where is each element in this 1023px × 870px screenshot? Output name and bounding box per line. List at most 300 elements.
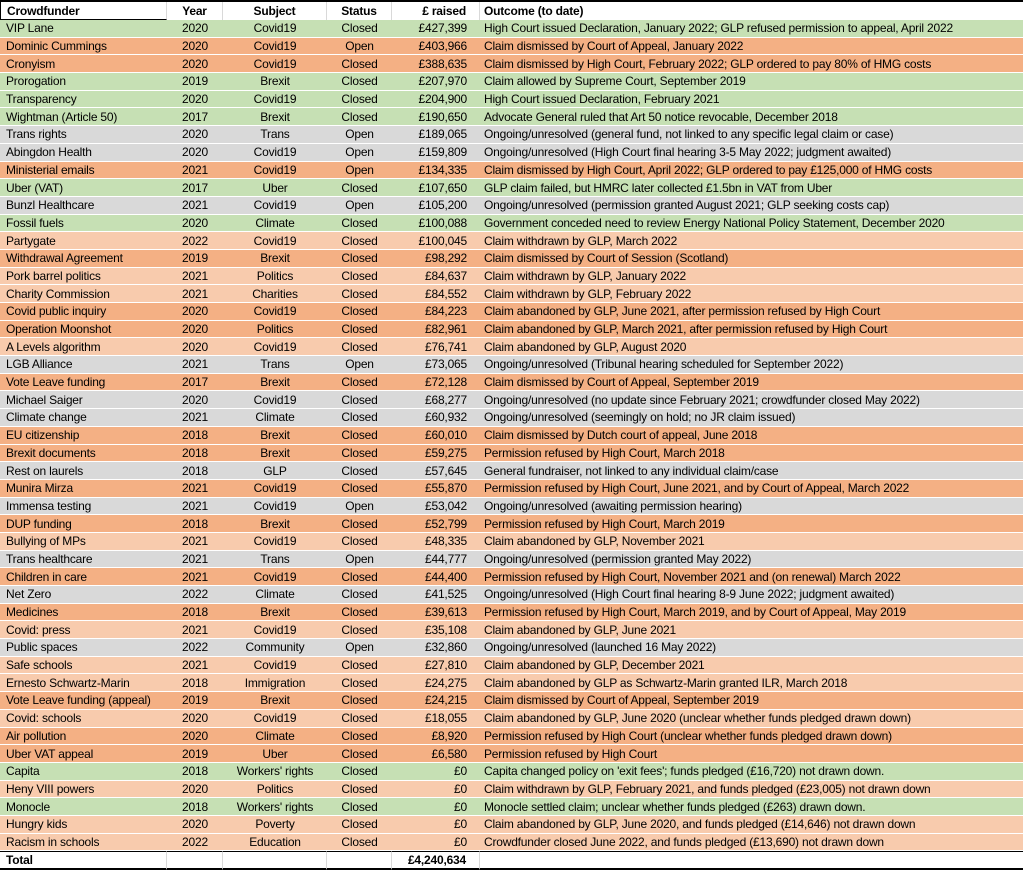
cell-status[interactable]: Closed [327, 215, 392, 233]
cell-status[interactable]: Open [327, 144, 392, 162]
column-header-outcome[interactable]: Outcome (to date) [480, 2, 1023, 20]
cell-raised[interactable]: £0 [392, 781, 480, 799]
cell-subject[interactable]: Community [223, 639, 327, 657]
cell-raised[interactable]: £57,645 [392, 462, 480, 480]
cell-status[interactable]: Closed [327, 374, 392, 392]
cell-crowdfunder[interactable]: Net Zero [0, 586, 167, 604]
total-label-cell[interactable]: Total [0, 851, 167, 870]
cell-subject[interactable]: Trans [223, 356, 327, 374]
cell-year[interactable]: 2021 [167, 657, 223, 675]
cell-crowdfunder[interactable]: Operation Moonshot [0, 321, 167, 339]
cell-crowdfunder[interactable]: Trans healthcare [0, 551, 167, 569]
cell-raised[interactable]: £159,809 [392, 144, 480, 162]
cell-year[interactable]: 2018 [167, 763, 223, 781]
cell-crowdfunder[interactable]: Munira Mirza [0, 480, 167, 498]
cell-outcome[interactable]: Claim dismissed by Dutch court of appeal, June 2018 [480, 427, 1023, 445]
cell-year[interactable]: 2021 [167, 551, 223, 569]
cell-raised[interactable]: £24,215 [392, 692, 480, 710]
cell-crowdfunder[interactable]: Brexit documents [0, 445, 167, 463]
cell-year[interactable]: 2020 [167, 710, 223, 728]
cell-raised[interactable]: £48,335 [392, 533, 480, 551]
cell-subject[interactable]: Covid19 [223, 480, 327, 498]
cell-raised[interactable]: £59,275 [392, 445, 480, 463]
table-row [0, 144, 1023, 162]
cell-year[interactable]: 2018 [167, 604, 223, 622]
cell-subject[interactable]: Climate [223, 215, 327, 233]
cell-crowdfunder[interactable]: VIP Lane [0, 20, 167, 38]
cell-crowdfunder[interactable]: Wightman (Article 50) [0, 108, 167, 126]
cell-year[interactable]: 2020 [167, 91, 223, 109]
cell-crowdfunder[interactable]: Capita [0, 763, 167, 781]
cell-subject[interactable]: Covid19 [223, 710, 327, 728]
cell-outcome[interactable]: General fundraiser, not linked to any individual claim/case [480, 462, 1023, 480]
cell-status[interactable]: Closed [327, 798, 392, 816]
cell-crowdfunder[interactable]: Transparency [0, 91, 167, 109]
cell-year[interactable]: 2021 [167, 621, 223, 639]
cell-crowdfunder[interactable]: Air pollution [0, 728, 167, 746]
cell-status[interactable]: Closed [327, 445, 392, 463]
cell-year[interactable]: 2021 [167, 197, 223, 215]
cell-year[interactable]: 2021 [167, 568, 223, 586]
cell-subject[interactable]: Immigration [223, 674, 327, 692]
cell-crowdfunder[interactable]: Racism in schools [0, 834, 167, 852]
cell-year[interactable]: 2017 [167, 179, 223, 197]
cell-outcome[interactable]: Claim withdrawn by GLP, February 2021, and funds pledged (£23,005) not drawn down [480, 781, 1023, 799]
cell-outcome[interactable]: Claim withdrawn by GLP, March 2022 [480, 232, 1023, 250]
cell-outcome[interactable]: Advocate General ruled that Art 50 notice revocable, December 2018 [480, 108, 1023, 126]
cell-subject[interactable]: Brexit [223, 250, 327, 268]
cell-year[interactable]: 2020 [167, 55, 223, 73]
cell-outcome[interactable]: Permission refused by High Court, March 2019 [480, 515, 1023, 533]
cell-subject[interactable]: Charities [223, 285, 327, 303]
cell-raised[interactable]: £388,635 [392, 55, 480, 73]
cell-subject[interactable]: Covid19 [223, 38, 327, 56]
cell-outcome[interactable]: Claim dismissed by Court of Session (Scotland) [480, 250, 1023, 268]
cell-raised[interactable]: £0 [392, 763, 480, 781]
cell-subject[interactable]: Climate [223, 586, 327, 604]
cell-subject[interactable]: Covid19 [223, 391, 327, 409]
cell-raised[interactable]: £18,055 [392, 710, 480, 728]
cell-raised[interactable]: £60,932 [392, 409, 480, 427]
cell-crowdfunder[interactable]: Public spaces [0, 639, 167, 657]
cell-outcome[interactable]: Claim abandoned by GLP, June 2020, and funds pledged (£14,646) not drawn down [480, 816, 1023, 834]
cell-outcome[interactable]: Ongoing/unresolved (High Court final hearing 8-9 June 2022; judgment awaited) [480, 586, 1023, 604]
cell-crowdfunder[interactable]: Medicines [0, 604, 167, 622]
cell-crowdfunder[interactable]: EU citizenship [0, 427, 167, 445]
total-subject-cell[interactable] [223, 851, 327, 870]
cell-subject[interactable]: Uber [223, 745, 327, 763]
cell-subject[interactable]: Politics [223, 321, 327, 339]
cell-subject[interactable]: Covid19 [223, 20, 327, 38]
cell-subject[interactable]: Politics [223, 781, 327, 799]
cell-year[interactable]: 2018 [167, 674, 223, 692]
cell-subject[interactable]: Covid19 [223, 498, 327, 516]
cell-subject[interactable]: Covid19 [223, 533, 327, 551]
cell-raised[interactable]: £68,277 [392, 391, 480, 409]
cell-outcome[interactable]: Ongoing/unresolved (seemingly on hold; no JR claim issued) [480, 409, 1023, 427]
cell-subject[interactable]: Covid19 [223, 55, 327, 73]
cell-raised[interactable]: £24,275 [392, 674, 480, 692]
cell-raised[interactable]: £189,065 [392, 126, 480, 144]
cell-subject[interactable]: Covid19 [223, 621, 327, 639]
cell-outcome[interactable]: Government conceded need to review Energy National Policy Statement, December 2020 [480, 215, 1023, 233]
cell-status[interactable]: Closed [327, 728, 392, 746]
cell-status[interactable]: Closed [327, 462, 392, 480]
cell-crowdfunder[interactable]: Michael Saiger [0, 391, 167, 409]
cell-status[interactable]: Closed [327, 533, 392, 551]
cell-raised[interactable]: £44,400 [392, 568, 480, 586]
cell-outcome[interactable]: Permission refused by High Court, June 2021, and by Court of Appeal, March 2022 [480, 480, 1023, 498]
cell-crowdfunder[interactable]: Vote Leave funding [0, 374, 167, 392]
cell-status[interactable]: Closed [327, 480, 392, 498]
cell-status[interactable]: Closed [327, 745, 392, 763]
cell-subject[interactable]: Covid19 [223, 568, 327, 586]
cell-crowdfunder[interactable]: Vote Leave funding (appeal) [0, 692, 167, 710]
column-header-crowdfunder[interactable]: Crowdfunder [0, 2, 167, 20]
cell-subject[interactable]: Covid19 [223, 91, 327, 109]
cell-outcome[interactable]: Ongoing/unresolved (general fund, not linked to any specific legal claim or case) [480, 126, 1023, 144]
cell-year[interactable]: 2020 [167, 38, 223, 56]
cell-raised[interactable]: £39,613 [392, 604, 480, 622]
cell-year[interactable]: 2020 [167, 338, 223, 356]
cell-status[interactable]: Open [327, 197, 392, 215]
cell-year[interactable]: 2018 [167, 445, 223, 463]
cell-crowdfunder[interactable]: Climate change [0, 409, 167, 427]
cell-year[interactable]: 2018 [167, 462, 223, 480]
cell-subject[interactable]: Workers' rights [223, 763, 327, 781]
cell-raised[interactable]: £204,900 [392, 91, 480, 109]
cell-year[interactable]: 2022 [167, 639, 223, 657]
cell-outcome[interactable]: Claim abandoned by GLP, August 2020 [480, 338, 1023, 356]
cell-crowdfunder[interactable]: Uber VAT appeal [0, 745, 167, 763]
cell-outcome[interactable]: Claim withdrawn by GLP, January 2022 [480, 268, 1023, 286]
cell-outcome[interactable]: Permission refused by High Court, March 2019, and by Court of Appeal, May 2019 [480, 604, 1023, 622]
cell-outcome[interactable]: Ongoing/unresolved (awaiting permission hearing) [480, 498, 1023, 516]
total-year-cell[interactable] [167, 851, 223, 870]
cell-year[interactable]: 2019 [167, 250, 223, 268]
cell-raised[interactable]: £100,045 [392, 232, 480, 250]
cell-crowdfunder[interactable]: Children in care [0, 568, 167, 586]
cell-raised[interactable]: £100,088 [392, 215, 480, 233]
cell-raised[interactable]: £427,399 [392, 20, 480, 38]
cell-year[interactable]: 2021 [167, 480, 223, 498]
cell-status[interactable]: Closed [327, 692, 392, 710]
cell-crowdfunder[interactable]: Covid: press [0, 621, 167, 639]
cell-year[interactable]: 2020 [167, 781, 223, 799]
cell-raised[interactable]: £207,970 [392, 73, 480, 91]
cell-crowdfunder[interactable]: Ernesto Schwartz-Marin [0, 674, 167, 692]
cell-status[interactable]: Closed [327, 179, 392, 197]
cell-status[interactable]: Closed [327, 621, 392, 639]
cell-subject[interactable]: Trans [223, 551, 327, 569]
cell-raised[interactable]: £98,292 [392, 250, 480, 268]
cell-crowdfunder[interactable]: Monocle [0, 798, 167, 816]
cell-outcome[interactable]: Claim abandoned by GLP as Schwartz-Marin granted ILR, March 2018 [480, 674, 1023, 692]
cell-outcome[interactable]: Ongoing/unresolved (permission granted August 2021; GLP seeking costs cap) [480, 197, 1023, 215]
cell-subject[interactable]: Brexit [223, 73, 327, 91]
cell-status[interactable]: Closed [327, 781, 392, 799]
cell-outcome[interactable]: Ongoing/unresolved (High Court final hearing 3-5 May 2022; judgment awaited) [480, 144, 1023, 162]
cell-outcome[interactable]: Claim abandoned by GLP, June 2020 (unclear whether funds pledged drawn down) [480, 710, 1023, 728]
cell-status[interactable]: Open [327, 162, 392, 180]
cell-outcome[interactable]: Ongoing/unresolved (launched 16 May 2022) [480, 639, 1023, 657]
cell-status[interactable]: Open [327, 498, 392, 516]
cell-subject[interactable]: Covid19 [223, 162, 327, 180]
cell-outcome[interactable]: Ongoing/unresolved (no update since February 2021; crowdfunder closed May 2022) [480, 391, 1023, 409]
cell-outcome[interactable]: Capita changed policy on 'exit fees'; funds pledged (£16,720) not drawn down. [480, 763, 1023, 781]
cell-outcome[interactable]: Claim dismissed by Court of Appeal, January 2022 [480, 38, 1023, 56]
cell-status[interactable]: Closed [327, 427, 392, 445]
cell-raised[interactable]: £8,920 [392, 728, 480, 746]
cell-year[interactable]: 2021 [167, 409, 223, 427]
cell-raised[interactable]: £27,810 [392, 657, 480, 675]
cell-status[interactable]: Open [327, 356, 392, 374]
cell-status[interactable]: Closed [327, 763, 392, 781]
cell-year[interactable]: 2021 [167, 162, 223, 180]
cell-status[interactable]: Closed [327, 321, 392, 339]
cell-outcome[interactable]: Permission refused by High Court (unclear whether funds pledged drawn down) [480, 728, 1023, 746]
cell-outcome[interactable]: Ongoing/unresolved (Tribunal hearing scheduled for September 2022) [480, 356, 1023, 374]
cell-year[interactable]: 2022 [167, 586, 223, 604]
cell-subject[interactable]: Poverty [223, 816, 327, 834]
total-status-cell[interactable] [327, 851, 392, 870]
cell-crowdfunder[interactable]: Bullying of MPs [0, 533, 167, 551]
cell-raised[interactable]: £41,525 [392, 586, 480, 604]
total-raised-cell[interactable]: £4,240,634 [392, 851, 480, 870]
cell-status[interactable]: Closed [327, 73, 392, 91]
cell-raised[interactable]: £0 [392, 798, 480, 816]
cell-status[interactable]: Closed [327, 268, 392, 286]
cell-crowdfunder[interactable]: Safe schools [0, 657, 167, 675]
cell-status[interactable]: Closed [327, 568, 392, 586]
cell-crowdfunder[interactable]: Immensa testing [0, 498, 167, 516]
cell-subject[interactable]: Climate [223, 728, 327, 746]
cell-raised[interactable]: £134,335 [392, 162, 480, 180]
cell-outcome[interactable]: Claim dismissed by High Court, February 2022; GLP ordered to pay 80% of HMG costs [480, 55, 1023, 73]
cell-subject[interactable]: GLP [223, 462, 327, 480]
cell-raised[interactable]: £84,637 [392, 268, 480, 286]
cell-subject[interactable]: Covid19 [223, 144, 327, 162]
cell-crowdfunder[interactable]: LGB Alliance [0, 356, 167, 374]
cell-year[interactable]: 2020 [167, 144, 223, 162]
cell-raised[interactable]: £32,860 [392, 639, 480, 657]
cell-subject[interactable]: Brexit [223, 692, 327, 710]
cell-crowdfunder[interactable]: Charity Commission [0, 285, 167, 303]
cell-subject[interactable]: Workers' rights [223, 798, 327, 816]
cell-outcome[interactable]: Ongoing/unresolved (permission granted May 2022) [480, 551, 1023, 569]
cell-outcome[interactable]: Permission refused by High Court, November 2021 and (on renewal) March 2022 [480, 568, 1023, 586]
cell-status[interactable]: Open [327, 639, 392, 657]
cell-status[interactable]: Closed [327, 674, 392, 692]
cell-raised[interactable]: £35,108 [392, 621, 480, 639]
table-row [0, 781, 1023, 799]
cell-outcome[interactable]: Claim allowed by Supreme Court, September 2019 [480, 73, 1023, 91]
table-row [0, 197, 1023, 215]
cell-year[interactable]: 2020 [167, 391, 223, 409]
cell-status[interactable]: Closed [327, 834, 392, 852]
cell-outcome[interactable]: Claim abandoned by GLP, June 2021 [480, 621, 1023, 639]
cell-subject[interactable]: Trans [223, 126, 327, 144]
cell-subject[interactable]: Uber [223, 179, 327, 197]
column-header-status[interactable]: Status [327, 2, 392, 20]
cell-subject[interactable]: Covid19 [223, 303, 327, 321]
cell-status[interactable]: Closed [327, 586, 392, 604]
cell-outcome[interactable]: Claim dismissed by High Court, April 2022; GLP ordered to pay £125,000 of HMG costs [480, 162, 1023, 180]
table-row [0, 798, 1023, 816]
cell-outcome[interactable]: Claim withdrawn by GLP, February 2022 [480, 285, 1023, 303]
cell-crowdfunder[interactable]: Bunzl Healthcare [0, 197, 167, 215]
cell-year[interactable]: 2021 [167, 498, 223, 516]
cell-year[interactable]: 2021 [167, 356, 223, 374]
cell-crowdfunder[interactable]: Fossil fuels [0, 215, 167, 233]
column-header-subject[interactable]: Subject [223, 2, 327, 20]
table-header [0, 2, 1023, 20]
cell-year[interactable]: 2020 [167, 728, 223, 746]
cell-raised[interactable]: £0 [392, 834, 480, 852]
cell-subject[interactable]: Covid19 [223, 232, 327, 250]
cell-year[interactable]: 2018 [167, 798, 223, 816]
column-header-raised[interactable]: £ raised [392, 2, 480, 20]
cell-year[interactable]: 2020 [167, 126, 223, 144]
cell-crowdfunder[interactable]: Abingdon Health [0, 144, 167, 162]
cell-status[interactable]: Open [327, 551, 392, 569]
cell-outcome[interactable]: Claim dismissed by Court of Appeal, September 2019 [480, 374, 1023, 392]
cell-year[interactable]: 2022 [167, 232, 223, 250]
cell-crowdfunder[interactable]: Pork barrel politics [0, 268, 167, 286]
cell-year[interactable]: 2021 [167, 285, 223, 303]
cell-subject[interactable]: Covid19 [223, 338, 327, 356]
cell-raised[interactable]: £107,650 [392, 179, 480, 197]
cell-status[interactable]: Closed [327, 55, 392, 73]
cell-status[interactable]: Closed [327, 391, 392, 409]
cell-status[interactable]: Closed [327, 409, 392, 427]
cell-crowdfunder[interactable]: Ministerial emails [0, 162, 167, 180]
cell-crowdfunder[interactable]: Heny VIII powers [0, 781, 167, 799]
cell-subject[interactable]: Covid19 [223, 657, 327, 675]
cell-year[interactable]: 2019 [167, 73, 223, 91]
cell-outcome[interactable]: Monocle settled claim; unclear whether funds pledged (£263) drawn down. [480, 798, 1023, 816]
cell-raised[interactable]: £52,799 [392, 515, 480, 533]
cell-crowdfunder[interactable]: Dominic Cummings [0, 38, 167, 56]
cell-status[interactable]: Closed [327, 285, 392, 303]
cell-raised[interactable]: £60,010 [392, 427, 480, 445]
cell-year[interactable]: 2018 [167, 515, 223, 533]
cell-year[interactable]: 2018 [167, 427, 223, 445]
cell-subject[interactable]: Brexit [223, 374, 327, 392]
cell-crowdfunder[interactable]: Rest on laurels [0, 462, 167, 480]
cell-outcome[interactable]: Permission refused by High Court, March 2018 [480, 445, 1023, 463]
cell-crowdfunder[interactable]: Cronyism [0, 55, 167, 73]
cell-subject[interactable]: Covid19 [223, 197, 327, 215]
cell-outcome[interactable]: Crowdfunder closed June 2022, and funds pledged (£13,690) not drawn down [480, 834, 1023, 852]
cell-raised[interactable]: £73,065 [392, 356, 480, 374]
cell-status[interactable]: Closed [327, 710, 392, 728]
cell-year[interactable]: 2017 [167, 108, 223, 126]
cell-raised[interactable]: £76,741 [392, 338, 480, 356]
cell-subject[interactable]: Climate [223, 409, 327, 427]
cell-status[interactable]: Open [327, 38, 392, 56]
cell-raised[interactable]: £84,552 [392, 285, 480, 303]
cell-year[interactable]: 2020 [167, 303, 223, 321]
cell-status[interactable]: Closed [327, 816, 392, 834]
cell-raised[interactable]: £55,870 [392, 480, 480, 498]
cell-raised[interactable]: £6,580 [392, 745, 480, 763]
cell-subject[interactable]: Brexit [223, 515, 327, 533]
cell-crowdfunder[interactable]: DUP funding [0, 515, 167, 533]
cell-year[interactable]: 2020 [167, 321, 223, 339]
cell-subject[interactable]: Brexit [223, 445, 327, 463]
cell-raised[interactable]: £0 [392, 816, 480, 834]
cell-year[interactable]: 2017 [167, 374, 223, 392]
cell-status[interactable]: Closed [327, 604, 392, 622]
cell-raised[interactable]: £53,042 [392, 498, 480, 516]
cell-year[interactable]: 2021 [167, 268, 223, 286]
total-outcome-cell[interactable] [480, 851, 1023, 870]
cell-subject[interactable]: Brexit [223, 108, 327, 126]
cell-outcome[interactable]: Claim abandoned by GLP, March 2021, after permission refused by High Court [480, 321, 1023, 339]
cell-outcome[interactable]: Claim abandoned by GLP, November 2021 [480, 533, 1023, 551]
cell-outcome[interactable]: High Court issued Declaration, February 2021 [480, 91, 1023, 109]
cell-subject[interactable]: Brexit [223, 604, 327, 622]
cell-outcome[interactable]: Claim abandoned by GLP, June 2021, after permission refused by High Court [480, 303, 1023, 321]
cell-status[interactable]: Closed [327, 303, 392, 321]
cell-status[interactable]: Closed [327, 232, 392, 250]
cell-outcome[interactable]: GLP claim failed, but HMRC later collected £1.5bn in VAT from Uber [480, 179, 1023, 197]
cell-status[interactable]: Closed [327, 108, 392, 126]
cell-status[interactable]: Closed [327, 338, 392, 356]
cell-crowdfunder[interactable]: Trans rights [0, 126, 167, 144]
cell-raised[interactable]: £84,223 [392, 303, 480, 321]
cell-outcome[interactable]: High Court issued Declaration, January 2022; GLP refused permission to appeal, April 2022 [480, 20, 1023, 38]
cell-crowdfunder[interactable]: Partygate [0, 232, 167, 250]
column-header-year[interactable]: Year [167, 2, 223, 20]
cell-year[interactable]: 2019 [167, 745, 223, 763]
cell-status[interactable]: Closed [327, 657, 392, 675]
cell-subject[interactable]: Education [223, 834, 327, 852]
cell-raised[interactable]: £403,966 [392, 38, 480, 56]
cell-status[interactable]: Closed [327, 20, 392, 38]
cell-year[interactable]: 2020 [167, 20, 223, 38]
cell-raised[interactable]: £105,200 [392, 197, 480, 215]
cell-crowdfunder[interactable]: Covid: schools [0, 710, 167, 728]
cell-year[interactable]: 2021 [167, 533, 223, 551]
cell-outcome[interactable]: Claim abandoned by GLP, December 2021 [480, 657, 1023, 675]
cell-subject[interactable]: Politics [223, 268, 327, 286]
table-row [0, 657, 1023, 675]
cell-status[interactable]: Closed [327, 91, 392, 109]
cell-raised[interactable]: £44,777 [392, 551, 480, 569]
cell-status[interactable]: Closed [327, 515, 392, 533]
cell-raised[interactable]: £82,961 [392, 321, 480, 339]
cell-year[interactable]: 2019 [167, 692, 223, 710]
cell-subject[interactable]: Brexit [223, 427, 327, 445]
cell-crowdfunder[interactable]: Uber (VAT) [0, 179, 167, 197]
cell-outcome[interactable]: Permission refused by High Court [480, 745, 1023, 763]
cell-crowdfunder[interactable]: A Levels algorithm [0, 338, 167, 356]
cell-year[interactable]: 2022 [167, 834, 223, 852]
cell-crowdfunder[interactable]: Covid public inquiry [0, 303, 167, 321]
cell-raised[interactable]: £72,128 [392, 374, 480, 392]
cell-outcome[interactable]: Claim dismissed by Court of Appeal, September 2019 [480, 692, 1023, 710]
cell-year[interactable]: 2020 [167, 215, 223, 233]
cell-crowdfunder[interactable]: Withdrawal Agreement [0, 250, 167, 268]
cell-crowdfunder[interactable]: Hungry kids [0, 816, 167, 834]
cell-crowdfunder[interactable]: Prorogation [0, 73, 167, 91]
cell-year[interactable]: 2020 [167, 816, 223, 834]
cell-status[interactable]: Closed [327, 250, 392, 268]
cell-raised[interactable]: £190,650 [392, 108, 480, 126]
cell-status[interactable]: Open [327, 126, 392, 144]
